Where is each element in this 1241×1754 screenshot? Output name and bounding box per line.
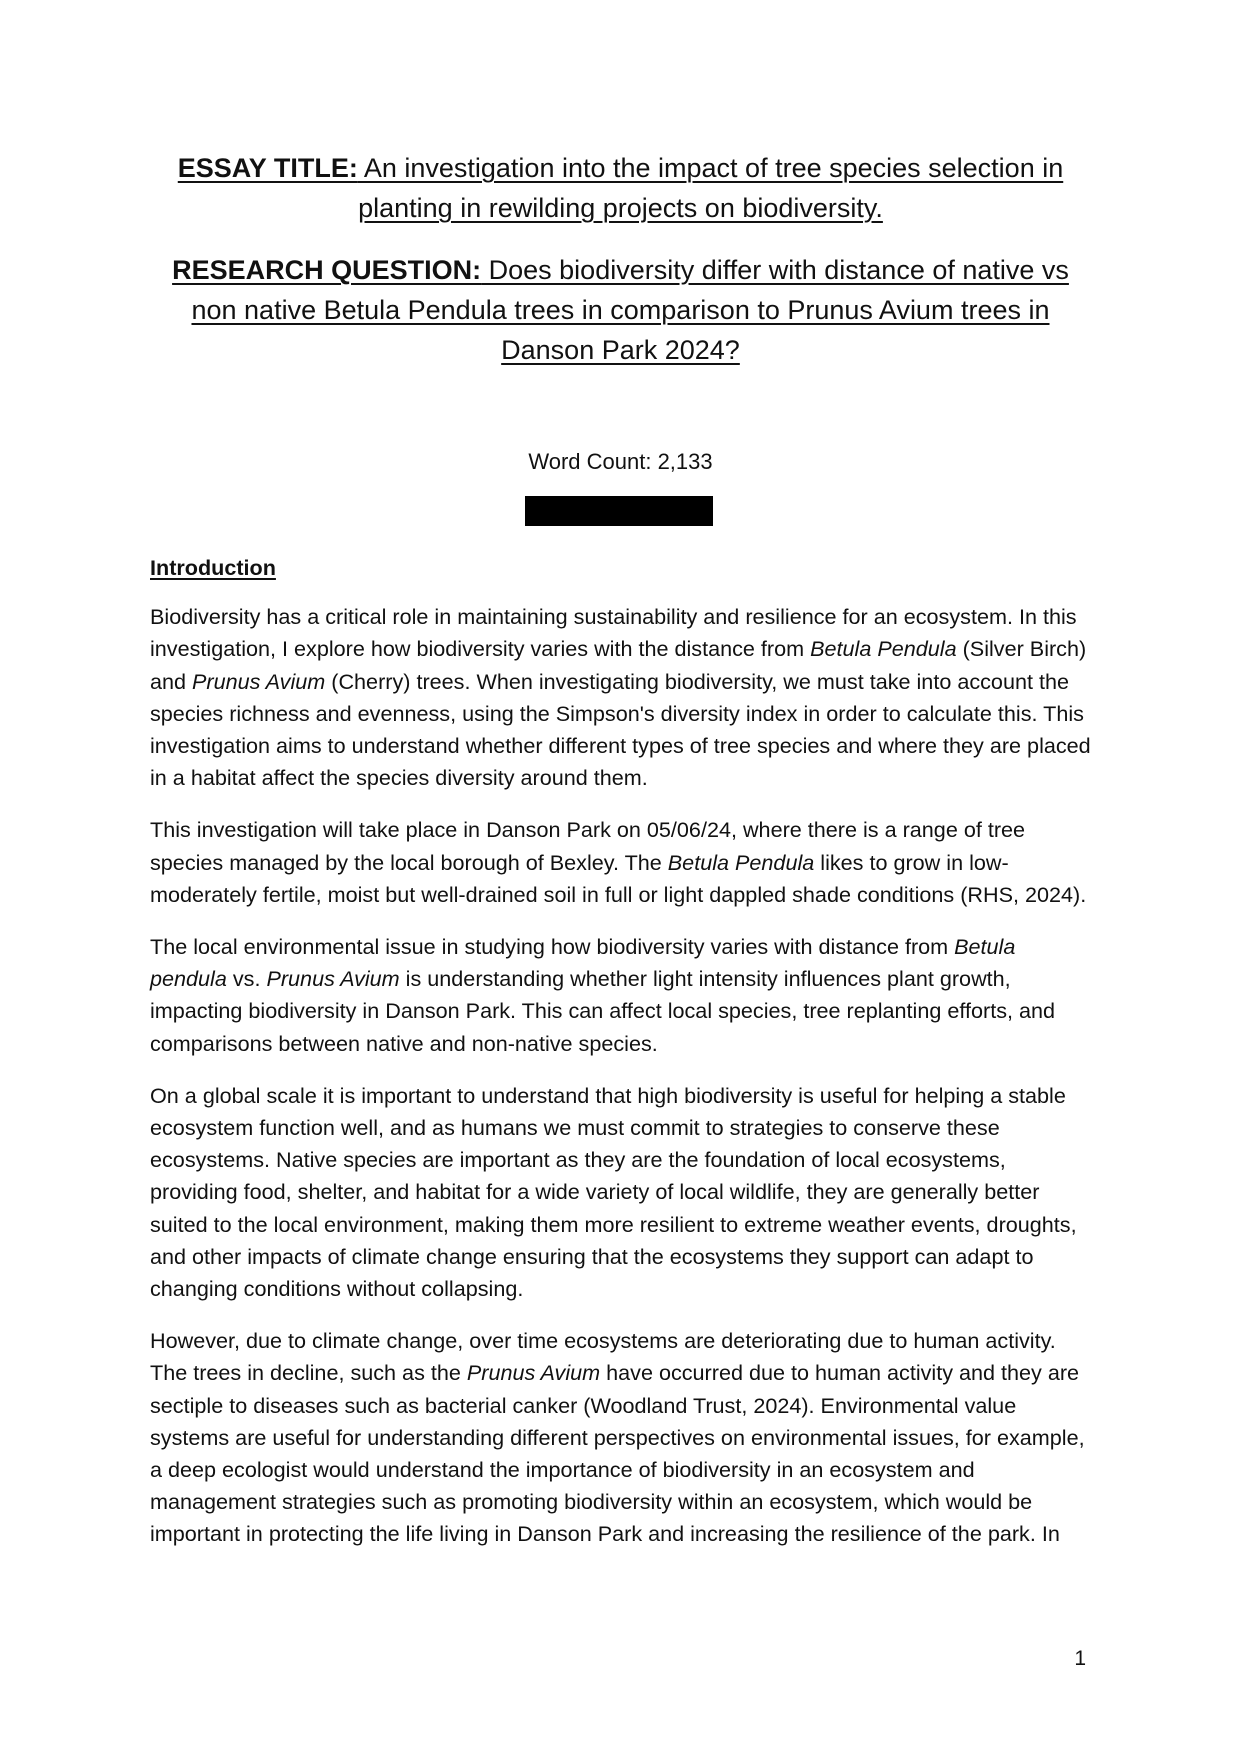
species-name: Betula Pendula <box>810 636 957 662</box>
introduction-heading: Introduction <box>150 555 276 580</box>
intro-paragraph-2 <box>150 814 1094 911</box>
redaction-bar <box>525 496 713 526</box>
species-name: Prunus Avium <box>466 1360 601 1386</box>
page-number: 1 <box>1074 1647 1086 1670</box>
text-run: (Cherry) trees. When investigating biodiversity, we must take into account the species richness and evenness, using the Simpson's diversity index in order to calculate this. This investigation aims to understand whether different types of tree species and where they are placed in a habitat affect the species diversity around them. <box>150 668 1091 791</box>
intro-paragraph-1 <box>150 601 1094 794</box>
introduction-section <box>150 552 1094 1571</box>
essay-title <box>150 148 1091 228</box>
text-run: However, due to climate change, over time ecosystems are deteriorating due to human activity. The trees in decline, such as the <box>150 1328 1056 1386</box>
text-run: Biodiversity has a critical role in maintaining sustainability and resilience for an ecosystem. In this investigation, I explore how biodiversity varies with the distance from <box>150 604 1077 662</box>
intro-paragraph-4: On a global scale it is important to understand that high biodiversity is useful for helping a stable ecosystem function well, and as humans we must commit to strategies to conserve these ecosystems. Native species are important as they are the foundation of local ecosystems, providing food, shelter, and habitat for a wide variety of local wildlife, they are generally better suited to the local environment, making them more resilient to extreme weather events, droughts, and other impacts of climate change ensuring that the ecosystems they support can adapt to changing conditions without collapsing. <box>150 1082 1077 1302</box>
species-name: Betula Pendula <box>667 849 815 875</box>
research-question-label: RESEARCH QUESTION: <box>172 255 482 285</box>
essay-title-label: ESSAY TITLE: <box>177 153 358 183</box>
text-run: This investigation will take place in Danson Park on 05/06/24, where there is a range of tree species managed by the local borough of Bexley. The <box>150 817 1026 875</box>
text-run: have occurred due to human activity and they are sectiple to diseases such as bacterial canker (Woodland Trust, 2024). Environmental value systems are useful for understanding different perspectives on environmental issues, for example, a deep ecologist would understand the importance of biodiversity in an ecosystem and management strategies such as promoting biodiversity within an ecosystem, which would be important in protecting the life living in Danson Park and increasing the resilience of the park. In <box>150 1360 1085 1547</box>
research-question-text: Does biodiversity differ with distance of native vs non native Betula Pendula trees in comparison to Prunus Avium trees in Danson Park 2024? <box>191 255 1069 365</box>
text-run: (Silver Birch) and <box>150 636 1087 694</box>
word-count: Word Count: 2,133 <box>528 449 713 474</box>
species-name: Prunus Avium <box>192 668 326 694</box>
text-run: The local environmental issue in studying how biodiversity varies with distance from <box>150 934 955 960</box>
text-run: is understanding whether light intensity influences plant growth, impacting biodiversity in Danson Park. This can affect local species, tree replanting efforts, and comparisons between native and non-native species. <box>150 966 1056 1056</box>
species-name: Prunus Avium <box>266 966 400 992</box>
essay-title-text: An investigation into the impact of tree species selection in planting in rewilding projects on biodiversity. <box>357 153 1064 223</box>
species-name: Betula pendula <box>150 934 1016 992</box>
text-run: vs. <box>226 966 267 992</box>
research-question <box>150 250 1091 370</box>
intro-paragraph-5 <box>150 1325 1094 1550</box>
intro-paragraph-3 <box>150 931 1094 1060</box>
text-run: likes to grow in low-moderately fertile, moist but well-drained soil in full or light dappled shade conditions (RHS, 2024). <box>150 849 1087 907</box>
